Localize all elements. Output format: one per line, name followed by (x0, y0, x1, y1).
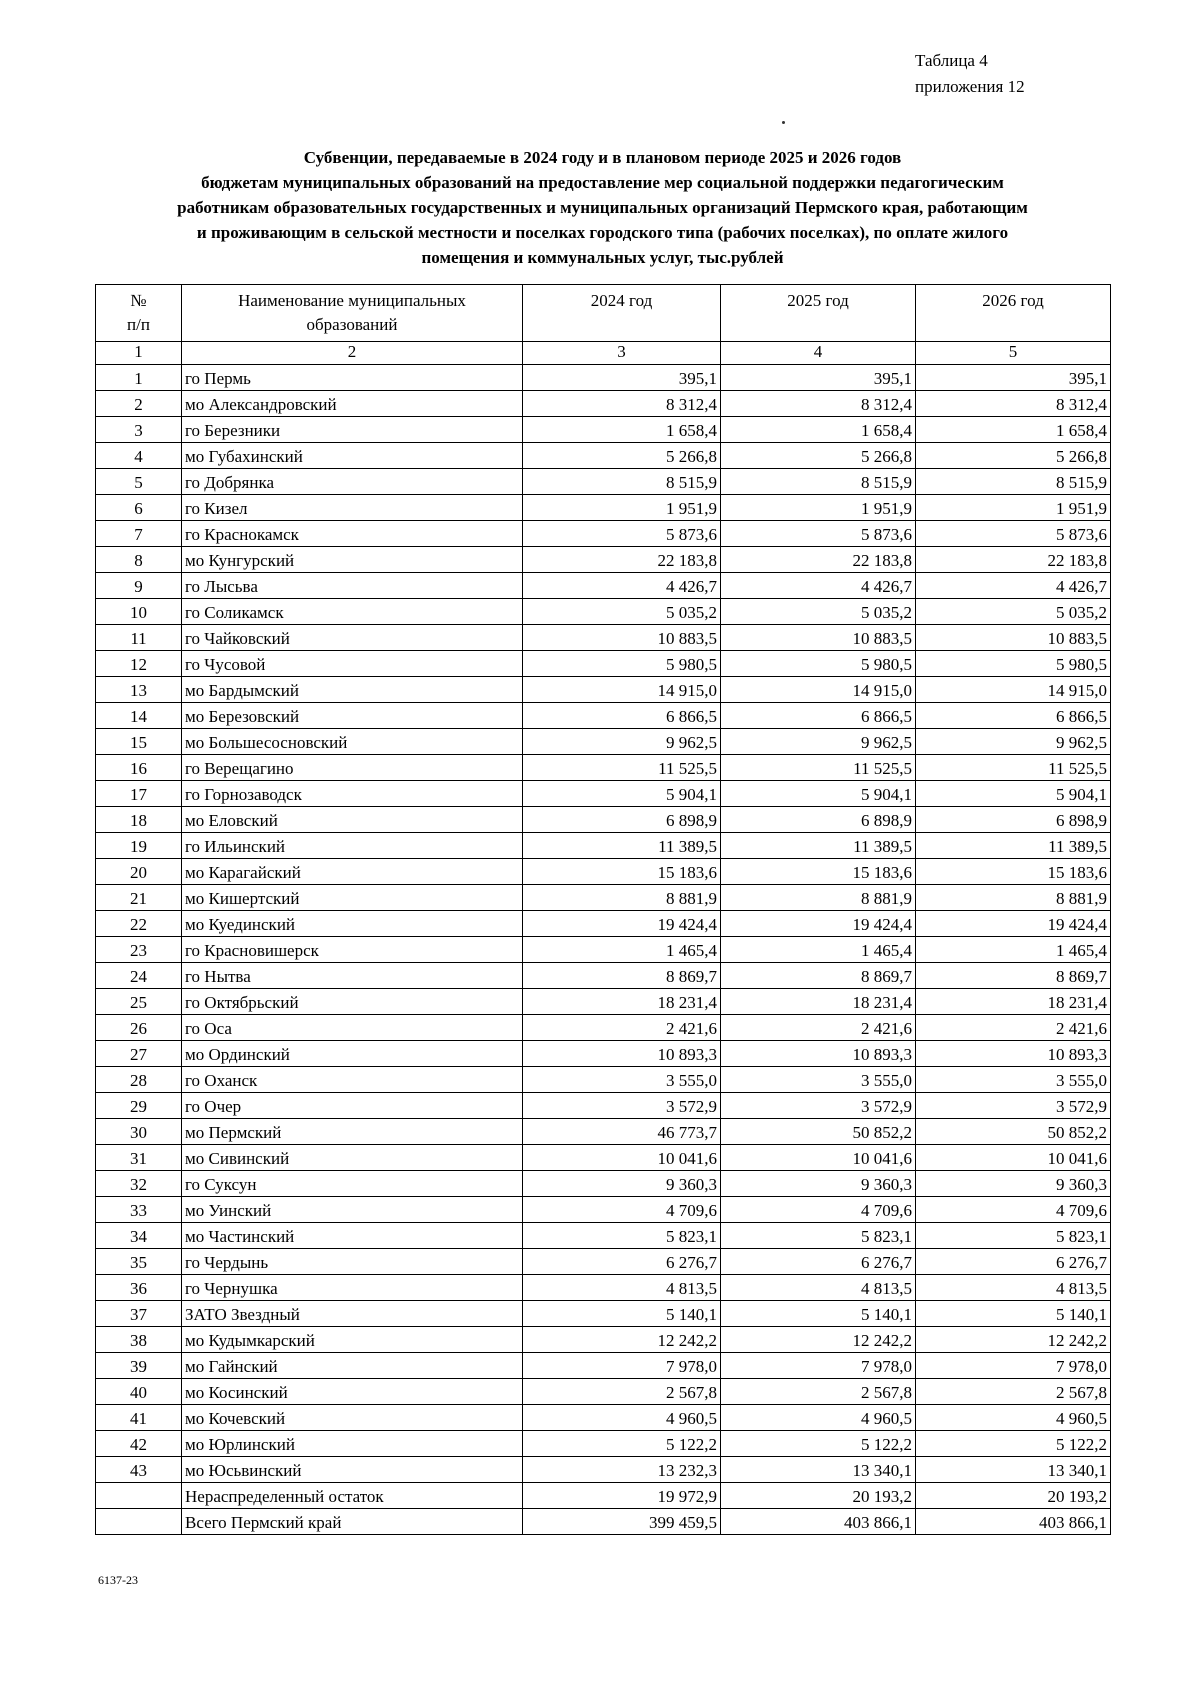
row-number: 42 (96, 1431, 182, 1457)
municipality-name: го Нытва (182, 963, 523, 989)
value-2025: 11 525,5 (721, 755, 916, 781)
value-2025: 18 231,4 (721, 989, 916, 1015)
value-2025: 6 866,5 (721, 703, 916, 729)
value-2024: 22 183,8 (523, 547, 721, 573)
table-row (96, 1015, 1111, 1041)
table-row (96, 859, 1111, 885)
value-2025: 403 866,1 (721, 1509, 916, 1535)
value-2025: 5 823,1 (721, 1223, 916, 1249)
value-2025: 2 567,8 (721, 1379, 916, 1405)
value-2025: 8 312,4 (721, 391, 916, 417)
municipality-name: го Добрянка (182, 469, 523, 495)
row-number: 36 (96, 1275, 182, 1301)
value-2026: 4 709,6 (916, 1197, 1111, 1223)
row-number: 37 (96, 1301, 182, 1327)
header-2025: 2025 год (721, 285, 916, 342)
municipality-name: мо Косинский (182, 1379, 523, 1405)
subsidies-table (95, 284, 1111, 1535)
municipality-name: го Горнозаводск (182, 781, 523, 807)
row-number: 43 (96, 1457, 182, 1483)
value-2026: 6 898,9 (916, 807, 1111, 833)
value-2026: 5 266,8 (916, 443, 1111, 469)
value-2024: 5 140,1 (523, 1301, 721, 1327)
municipality-name: го Кизел (182, 495, 523, 521)
row-number: 28 (96, 1067, 182, 1093)
title-line: работникам образовательных государственных и муниципальных организаций Пермского края, работающим (177, 198, 1028, 217)
value-2026: 5 122,2 (916, 1431, 1111, 1457)
value-2024: 11 389,5 (523, 833, 721, 859)
value-2024: 5 904,1 (523, 781, 721, 807)
value-2025: 395,1 (721, 365, 916, 391)
value-2026: 14 915,0 (916, 677, 1111, 703)
value-2025: 15 183,6 (721, 859, 916, 885)
value-2024: 12 242,2 (523, 1327, 721, 1353)
value-2025: 9 360,3 (721, 1171, 916, 1197)
row-number: 5 (96, 469, 182, 495)
table-row (96, 1249, 1111, 1275)
value-2025: 8 881,9 (721, 885, 916, 911)
value-2025: 6 898,9 (721, 807, 916, 833)
header-2024: 2024 год (523, 285, 721, 342)
value-2024: 13 232,3 (523, 1457, 721, 1483)
value-2024: 9 962,5 (523, 729, 721, 755)
row-number: 2 (96, 391, 182, 417)
municipality-name: го Чусовой (182, 651, 523, 677)
municipality-name: мо Гайнский (182, 1353, 523, 1379)
value-2026: 5 980,5 (916, 651, 1111, 677)
value-2025: 5 904,1 (721, 781, 916, 807)
municipality-name: мо Губахинский (182, 443, 523, 469)
municipality-name: мо Пермский (182, 1119, 523, 1145)
value-2024: 8 515,9 (523, 469, 721, 495)
table-row (96, 1431, 1111, 1457)
document-code: 6137-23 (98, 1573, 138, 1587)
table-row (96, 677, 1111, 703)
value-2024: 14 915,0 (523, 677, 721, 703)
row-number: 13 (96, 677, 182, 703)
value-2026: 403 866,1 (916, 1509, 1111, 1535)
value-2025: 1 951,9 (721, 495, 916, 521)
value-2025: 5 873,6 (721, 521, 916, 547)
table-row (96, 729, 1111, 755)
table-row (96, 1379, 1111, 1405)
value-2024: 5 122,2 (523, 1431, 721, 1457)
value-2024: 8 312,4 (523, 391, 721, 417)
value-2025: 5 140,1 (721, 1301, 916, 1327)
row-number: 8 (96, 547, 182, 573)
row-number: 35 (96, 1249, 182, 1275)
value-2025: 50 852,2 (721, 1119, 916, 1145)
value-2025: 4 426,7 (721, 573, 916, 599)
value-2024: 4 813,5 (523, 1275, 721, 1301)
table-row (96, 963, 1111, 989)
table-row (96, 495, 1111, 521)
table-row (96, 1301, 1111, 1327)
table-row (96, 1483, 1111, 1509)
municipality-name: мо Кишертский (182, 885, 523, 911)
table-row (96, 521, 1111, 547)
row-number: 24 (96, 963, 182, 989)
column-number: 3 (523, 342, 721, 365)
title-line: Субвенции, передаваемые в 2024 году и в плановом периоде 2025 и 2026 годов (303, 148, 902, 167)
value-2026: 2 567,8 (916, 1379, 1111, 1405)
column-number-row (96, 342, 1111, 365)
row-number: 12 (96, 651, 182, 677)
row-number: 30 (96, 1119, 182, 1145)
table-row (96, 1119, 1111, 1145)
value-2025: 14 915,0 (721, 677, 916, 703)
municipality-name: го Верещагино (182, 755, 523, 781)
table-row (96, 703, 1111, 729)
value-2025: 3 555,0 (721, 1067, 916, 1093)
municipality-name: мо Юрлинский (182, 1431, 523, 1457)
row-number: 18 (96, 807, 182, 833)
municipality-name: мо Кудымкарский (182, 1327, 523, 1353)
value-2025: 6 276,7 (721, 1249, 916, 1275)
table-row (96, 625, 1111, 651)
municipality-name: Всего Пермский край (182, 1509, 523, 1535)
value-2025: 7 978,0 (721, 1353, 916, 1379)
row-number: 25 (96, 989, 182, 1015)
value-2026: 8 312,4 (916, 391, 1111, 417)
row-number: 17 (96, 781, 182, 807)
value-2025: 12 242,2 (721, 1327, 916, 1353)
value-2026: 50 852,2 (916, 1119, 1111, 1145)
municipality-name: го Чайковский (182, 625, 523, 651)
table-row (96, 365, 1111, 391)
value-2025: 5 122,2 (721, 1431, 916, 1457)
value-2024: 10 883,5 (523, 625, 721, 651)
municipality-name: го Октябрьский (182, 989, 523, 1015)
value-2026: 15 183,6 (916, 859, 1111, 885)
value-2024: 7 978,0 (523, 1353, 721, 1379)
value-2025: 1 658,4 (721, 417, 916, 443)
value-2024: 1 951,9 (523, 495, 721, 521)
value-2025: 22 183,8 (721, 547, 916, 573)
caption-line-2: приложения 12 (915, 77, 1025, 96)
value-2026: 4 960,5 (916, 1405, 1111, 1431)
value-2026: 10 893,3 (916, 1041, 1111, 1067)
table-row (96, 911, 1111, 937)
table-row (96, 1457, 1111, 1483)
value-2026: 8 869,7 (916, 963, 1111, 989)
value-2026: 8 881,9 (916, 885, 1111, 911)
table-row (96, 1405, 1111, 1431)
header-number-line1: № (130, 291, 147, 310)
value-2026: 5 140,1 (916, 1301, 1111, 1327)
value-2026: 1 951,9 (916, 495, 1111, 521)
value-2026: 5 035,2 (916, 599, 1111, 625)
row-number: 1 (96, 365, 182, 391)
value-2026: 19 424,4 (916, 911, 1111, 937)
value-2026: 2 421,6 (916, 1015, 1111, 1041)
municipality-name: го Березники (182, 417, 523, 443)
value-2024: 5 035,2 (523, 599, 721, 625)
value-2025: 1 465,4 (721, 937, 916, 963)
document-title (95, 145, 1110, 270)
municipality-name: мо Юсьвинский (182, 1457, 523, 1483)
table-row (96, 1353, 1111, 1379)
municipality-name: го Ильинский (182, 833, 523, 859)
value-2024: 18 231,4 (523, 989, 721, 1015)
value-2025: 8 869,7 (721, 963, 916, 989)
caption-line-1: Таблица 4 (915, 51, 988, 70)
table-row (96, 1067, 1111, 1093)
municipality-name: го Соликамск (182, 599, 523, 625)
municipality-name: мо Ординский (182, 1041, 523, 1067)
value-2024: 11 525,5 (523, 755, 721, 781)
row-number: 15 (96, 729, 182, 755)
value-2026: 20 193,2 (916, 1483, 1111, 1509)
header-name (182, 285, 523, 342)
row-number: 22 (96, 911, 182, 937)
table-row (96, 1171, 1111, 1197)
value-2025: 10 883,5 (721, 625, 916, 651)
value-2024: 5 823,1 (523, 1223, 721, 1249)
value-2024: 46 773,7 (523, 1119, 721, 1145)
table-row (96, 1275, 1111, 1301)
value-2026: 6 276,7 (916, 1249, 1111, 1275)
value-2024: 4 960,5 (523, 1405, 721, 1431)
row-number: 3 (96, 417, 182, 443)
row-number: 27 (96, 1041, 182, 1067)
row-number: 40 (96, 1379, 182, 1405)
value-2024: 6 866,5 (523, 703, 721, 729)
row-number: 10 (96, 599, 182, 625)
row-number: 16 (96, 755, 182, 781)
municipality-name: го Очер (182, 1093, 523, 1119)
value-2025: 5 266,8 (721, 443, 916, 469)
value-2025: 8 515,9 (721, 469, 916, 495)
value-2025: 4 960,5 (721, 1405, 916, 1431)
value-2026: 5 904,1 (916, 781, 1111, 807)
municipality-name: мо Еловский (182, 807, 523, 833)
value-2025: 10 893,3 (721, 1041, 916, 1067)
row-number: 31 (96, 1145, 182, 1171)
value-2026: 3 555,0 (916, 1067, 1111, 1093)
value-2024: 395,1 (523, 365, 721, 391)
value-2024: 15 183,6 (523, 859, 721, 885)
value-2026: 22 183,8 (916, 547, 1111, 573)
table-row (96, 547, 1111, 573)
scan-artifact (782, 121, 785, 124)
column-number: 5 (916, 342, 1111, 365)
municipality-name: мо Александровский (182, 391, 523, 417)
header-row (96, 285, 1111, 342)
value-2025: 20 193,2 (721, 1483, 916, 1509)
value-2026: 8 515,9 (916, 469, 1111, 495)
municipality-name: мо Березовский (182, 703, 523, 729)
municipality-name: мо Бардымский (182, 677, 523, 703)
value-2026: 1 465,4 (916, 937, 1111, 963)
value-2025: 19 424,4 (721, 911, 916, 937)
value-2024: 10 893,3 (523, 1041, 721, 1067)
value-2026: 6 866,5 (916, 703, 1111, 729)
value-2026: 10 041,6 (916, 1145, 1111, 1171)
row-number: 7 (96, 521, 182, 547)
value-2026: 9 962,5 (916, 729, 1111, 755)
row-number (96, 1509, 182, 1535)
row-number: 41 (96, 1405, 182, 1431)
row-number: 4 (96, 443, 182, 469)
column-number: 4 (721, 342, 916, 365)
table-row (96, 391, 1111, 417)
table-row (96, 781, 1111, 807)
municipality-name: го Оса (182, 1015, 523, 1041)
table-row (96, 885, 1111, 911)
municipality-name: мо Частинский (182, 1223, 523, 1249)
title-line: бюджетам муниципальных образований на предоставление мер социальной поддержки педагогическим (201, 173, 1004, 192)
value-2024: 6 898,9 (523, 807, 721, 833)
value-2024: 8 869,7 (523, 963, 721, 989)
value-2024: 9 360,3 (523, 1171, 721, 1197)
municipality-name: го Чердынь (182, 1249, 523, 1275)
municipality-name: мо Большесосновский (182, 729, 523, 755)
row-number: 11 (96, 625, 182, 651)
table-row (96, 1197, 1111, 1223)
value-2024: 10 041,6 (523, 1145, 721, 1171)
row-number: 23 (96, 937, 182, 963)
value-2026: 395,1 (916, 365, 1111, 391)
value-2024: 399 459,5 (523, 1509, 721, 1535)
column-number: 2 (182, 342, 523, 365)
table-row (96, 1041, 1111, 1067)
row-number: 38 (96, 1327, 182, 1353)
value-2025: 10 041,6 (721, 1145, 916, 1171)
value-2024: 1 658,4 (523, 417, 721, 443)
municipality-name: мо Сивинский (182, 1145, 523, 1171)
municipality-name: го Чернушка (182, 1275, 523, 1301)
value-2024: 4 426,7 (523, 573, 721, 599)
row-number: 33 (96, 1197, 182, 1223)
row-number: 19 (96, 833, 182, 859)
value-2025: 5 035,2 (721, 599, 916, 625)
municipality-name: го Краснокамск (182, 521, 523, 547)
value-2024: 5 873,6 (523, 521, 721, 547)
table-row (96, 599, 1111, 625)
header-number-line2: п/п (127, 315, 150, 334)
municipality-name: мо Карагайский (182, 859, 523, 885)
header-number (96, 285, 182, 342)
table-row (96, 651, 1111, 677)
row-number (96, 1483, 182, 1509)
table-row (96, 1327, 1111, 1353)
table-row (96, 1223, 1111, 1249)
value-2024: 3 572,9 (523, 1093, 721, 1119)
value-2025: 3 572,9 (721, 1093, 916, 1119)
value-2024: 2 567,8 (523, 1379, 721, 1405)
value-2024: 2 421,6 (523, 1015, 721, 1041)
value-2025: 4 813,5 (721, 1275, 916, 1301)
value-2025: 11 389,5 (721, 833, 916, 859)
value-2024: 5 266,8 (523, 443, 721, 469)
value-2025: 9 962,5 (721, 729, 916, 755)
table-row (96, 1093, 1111, 1119)
table-row (96, 989, 1111, 1015)
table-row (96, 1145, 1111, 1171)
municipality-name: ЗАТО Звездный (182, 1301, 523, 1327)
municipality-name: мо Кочевский (182, 1405, 523, 1431)
table-row (96, 573, 1111, 599)
value-2026: 12 242,2 (916, 1327, 1111, 1353)
value-2026: 13 340,1 (916, 1457, 1111, 1483)
value-2026: 4 426,7 (916, 573, 1111, 599)
value-2024: 19 424,4 (523, 911, 721, 937)
value-2026: 18 231,4 (916, 989, 1111, 1015)
value-2025: 4 709,6 (721, 1197, 916, 1223)
municipality-name: го Пермь (182, 365, 523, 391)
municipality-name: мо Куединский (182, 911, 523, 937)
row-number: 21 (96, 885, 182, 911)
row-number: 39 (96, 1353, 182, 1379)
table-row (96, 755, 1111, 781)
header-name-line1: Наименование муниципальных (238, 291, 466, 310)
municipality-name: го Лысьва (182, 573, 523, 599)
value-2025: 13 340,1 (721, 1457, 916, 1483)
row-number: 6 (96, 495, 182, 521)
row-number: 26 (96, 1015, 182, 1041)
value-2026: 11 389,5 (916, 833, 1111, 859)
value-2024: 6 276,7 (523, 1249, 721, 1275)
municipality-name: го Суксун (182, 1171, 523, 1197)
value-2024: 8 881,9 (523, 885, 721, 911)
value-2026: 1 658,4 (916, 417, 1111, 443)
municipality-name: Нераспределенный остаток (182, 1483, 523, 1509)
row-number: 29 (96, 1093, 182, 1119)
value-2024: 19 972,9 (523, 1483, 721, 1509)
row-number: 32 (96, 1171, 182, 1197)
table-row (96, 937, 1111, 963)
column-number: 1 (96, 342, 182, 365)
header-2026: 2026 год (916, 285, 1111, 342)
municipality-name: мо Уинский (182, 1197, 523, 1223)
value-2026: 4 813,5 (916, 1275, 1111, 1301)
value-2024: 4 709,6 (523, 1197, 721, 1223)
municipality-name: го Оханск (182, 1067, 523, 1093)
value-2026: 9 360,3 (916, 1171, 1111, 1197)
table-row (96, 1509, 1111, 1535)
row-number: 9 (96, 573, 182, 599)
value-2026: 5 873,6 (916, 521, 1111, 547)
row-number: 14 (96, 703, 182, 729)
table-caption (915, 48, 1025, 100)
value-2026: 5 823,1 (916, 1223, 1111, 1249)
municipality-name: го Красновишерск (182, 937, 523, 963)
title-line: помещения и коммунальных услуг, тыс.рублей (421, 248, 784, 267)
table-row (96, 807, 1111, 833)
table-row (96, 417, 1111, 443)
value-2025: 2 421,6 (721, 1015, 916, 1041)
value-2026: 7 978,0 (916, 1353, 1111, 1379)
row-number: 34 (96, 1223, 182, 1249)
value-2025: 5 980,5 (721, 651, 916, 677)
value-2024: 5 980,5 (523, 651, 721, 677)
value-2026: 3 572,9 (916, 1093, 1111, 1119)
header-name-line2: образований (306, 315, 398, 334)
table-row (96, 469, 1111, 495)
title-line: и проживающим в сельской местности и поселках городского типа (рабочих поселках), по оплате жилого (196, 223, 1009, 242)
value-2024: 1 465,4 (523, 937, 721, 963)
value-2026: 11 525,5 (916, 755, 1111, 781)
table-row (96, 833, 1111, 859)
municipality-name: мо Кунгурский (182, 547, 523, 573)
value-2024: 3 555,0 (523, 1067, 721, 1093)
table-body (96, 365, 1111, 1535)
value-2026: 10 883,5 (916, 625, 1111, 651)
row-number: 20 (96, 859, 182, 885)
table-row (96, 443, 1111, 469)
